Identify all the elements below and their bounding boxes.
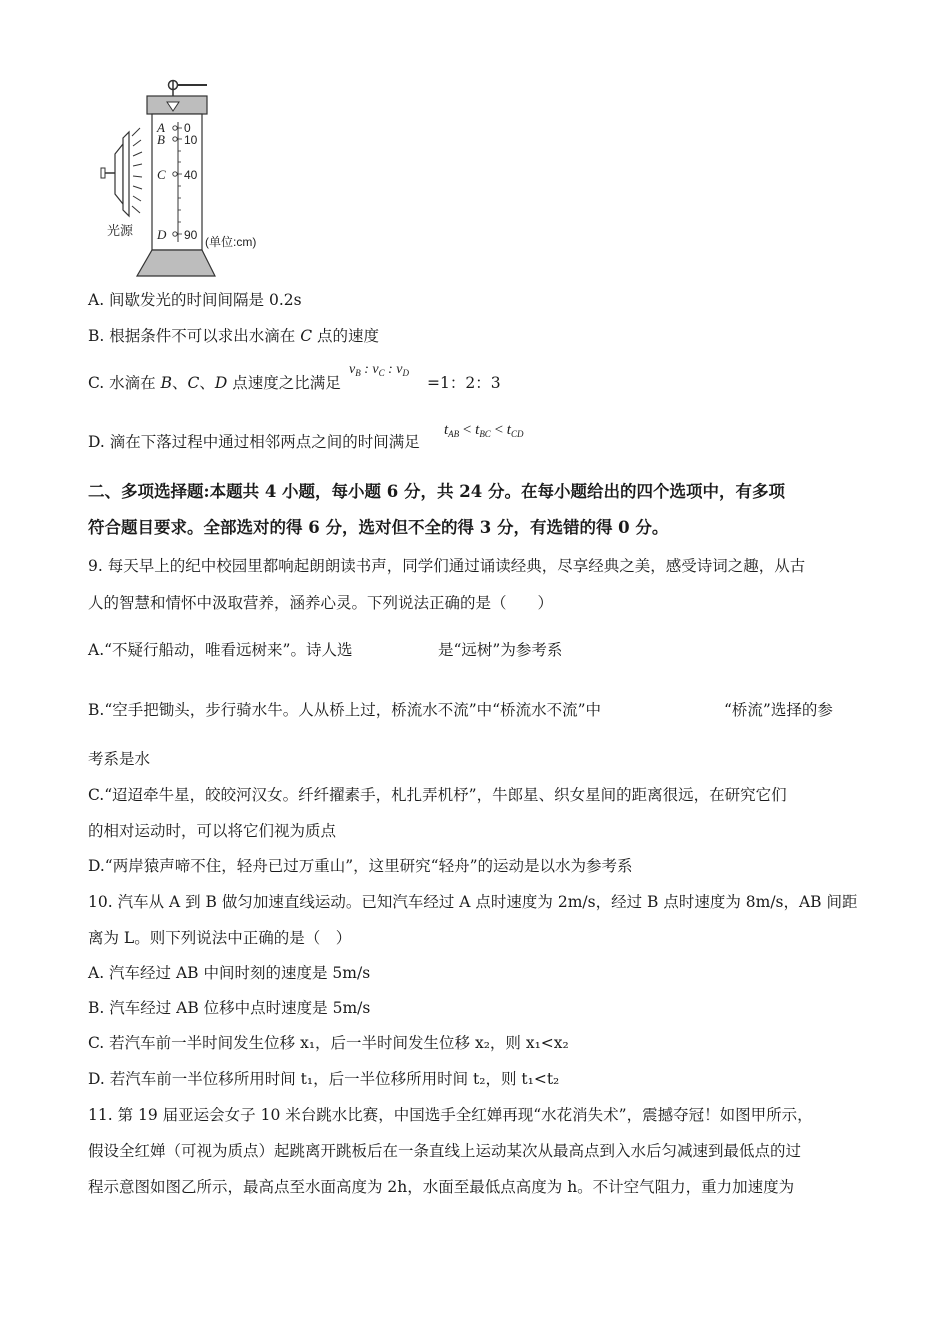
section2-heading-line1: 二、多项选择题:本题共 4 小题，每小题 6 分，共 24 分。在每小题给出的四个选项中，有多项: [88, 482, 785, 501]
q9-stem-line2: 人的智慧和情怀中汲取营养，涵养心灵。下列说法正确的是（ ）: [88, 594, 554, 612]
q10-option-c: C. 若汽车前一半时间发生位移 x₁，后一半时间发生位移 x₂，则 x₁<x₂: [88, 1034, 569, 1052]
q8-option-d: D. 滴在下落过程中通过相邻两点之间的时间满足: [88, 433, 420, 451]
q8-option-d-formula: $t_{AB} < t_{BC} < t_{CD}$: [444, 422, 524, 439]
q11-stem-line1: 11. 第 19 届亚运会女子 10 米台跳水比赛，中国选手全红婵再现“水花消失术”，震撼夺冠！如图甲所示，: [88, 1106, 813, 1124]
q11-stem-line3: 程示意图如图乙所示，最高点至水面高度为 2h，水面至最低点高度为 h。不计空气阻力，重力加速度为: [88, 1178, 795, 1196]
q8-option-c-formula: $v_B$ : $v_C$ : $v_D$: [349, 362, 410, 378]
drop-a-icon: [173, 126, 177, 130]
q10-stem-line1: 10. 汽车从 A 到 B 做匀加速直线运动。已知汽车经过 A 点时速度为 2m/s，经过 B 点时速度为 8m/s，AB 间距: [88, 893, 858, 911]
q8-option-c-b: B: [160, 374, 172, 392]
point-label-d: D: [157, 227, 167, 242]
point-label-b: B: [157, 132, 165, 147]
q8-option-c-text: C. 水滴在: [88, 374, 161, 392]
valve-icon: [169, 80, 208, 98]
q11-stem-line2: 假设全红婵（可视为质点）起跳离开跳板后在一条直线上运动某次从最高点到入水后匀减速到最低点的过: [88, 1142, 802, 1160]
q9-option-b: B.“空手把锄头，步行骑水牛。人从桥上过，桥流水不流”中“桥流水不流”中: [88, 701, 602, 719]
section2-heading-line2: 符合题目要求。全部选对的得 6 分，选对但不全的得 3 分，有选错的得 0 分。: [88, 518, 669, 537]
scale-label-90: 90: [184, 228, 198, 242]
unit-label: (单位:cm): [205, 235, 257, 249]
q8-option-c-ratio: =1：2：3: [427, 374, 501, 392]
q8-option-c-c: C: [187, 374, 200, 392]
q8-option-a: A. 间歇发光的时间间隔是 0.2s: [88, 291, 302, 309]
q10-stem-line2: 离为 L。则下列说法中正确的是（ ）: [88, 929, 352, 947]
q10-option-b: B. 汽车经过 AB 位移中点时速度是 5m/s: [88, 999, 371, 1017]
q8-option-b: [88, 326, 379, 346]
scale-label-0: 0: [184, 121, 191, 135]
q9-option-c-line2: 的相对运动时，可以将它们视为质点: [88, 822, 337, 840]
drop-b-icon: [173, 137, 177, 141]
drop-d-icon: [173, 232, 177, 236]
q9-option-c: C.“迢迢牵牛星，皎皎河汉女。纤纤擢素手，札扎弄机杼”，牛郎星、织女星间的距离很远，在研究它们: [88, 786, 787, 804]
q8-option-b-text2: 点的速度: [312, 327, 379, 345]
q9-option-b-line2: 考系是水: [88, 750, 151, 768]
cylinder-base: [137, 250, 215, 276]
q9-option-b-cont: “桥流”选择的参: [724, 701, 833, 719]
q8-option-c: [88, 373, 341, 393]
q10-option-a: A. 汽车经过 AB 中间时刻的速度是 5m/s: [88, 964, 371, 982]
q9-option-a: A.“不疑行船动，唯看远树来”。诗人选: [88, 641, 353, 659]
q8-option-b-text: B. 根据条件不可以求出水滴在: [88, 327, 301, 345]
q9-stem-line1: 9. 每天早上的纪中校园里都响起朗朗读书声，同学们通过诵读经典，尽享经典之美，感受诗词之趣，从古: [88, 557, 806, 575]
q10-option-d: D. 若汽车前一半位移所用时间 t₁，后一半位移所用时间 t₂，则 t₁<t₂: [88, 1070, 560, 1088]
light-source-label: 光源: [107, 224, 134, 239]
q9-option-d: D.“两岸猿声啼不住，轻舟已过万重山”，这里研究“轻舟”的运动是以水为参考系: [88, 857, 633, 875]
drop-c-icon: [173, 172, 177, 176]
light-source-icon: [101, 128, 142, 216]
scale-label-40: 40: [184, 168, 198, 182]
point-label-c: C: [157, 167, 166, 182]
q8-option-c-d: D: [214, 374, 228, 392]
water-drop-apparatus-figure: [95, 76, 295, 281]
scale-label-10: 10: [184, 133, 198, 147]
q8-option-c-text2: 点速度之比满足: [227, 374, 341, 392]
point-label-a: A: [157, 120, 165, 135]
q8-option-c-sep2: 、: [199, 374, 215, 392]
q9-option-a-cont: 是“远树”为参考系: [438, 641, 563, 659]
q8-option-b-var: C: [300, 327, 313, 345]
q8-option-c-sep1: 、: [171, 374, 188, 392]
